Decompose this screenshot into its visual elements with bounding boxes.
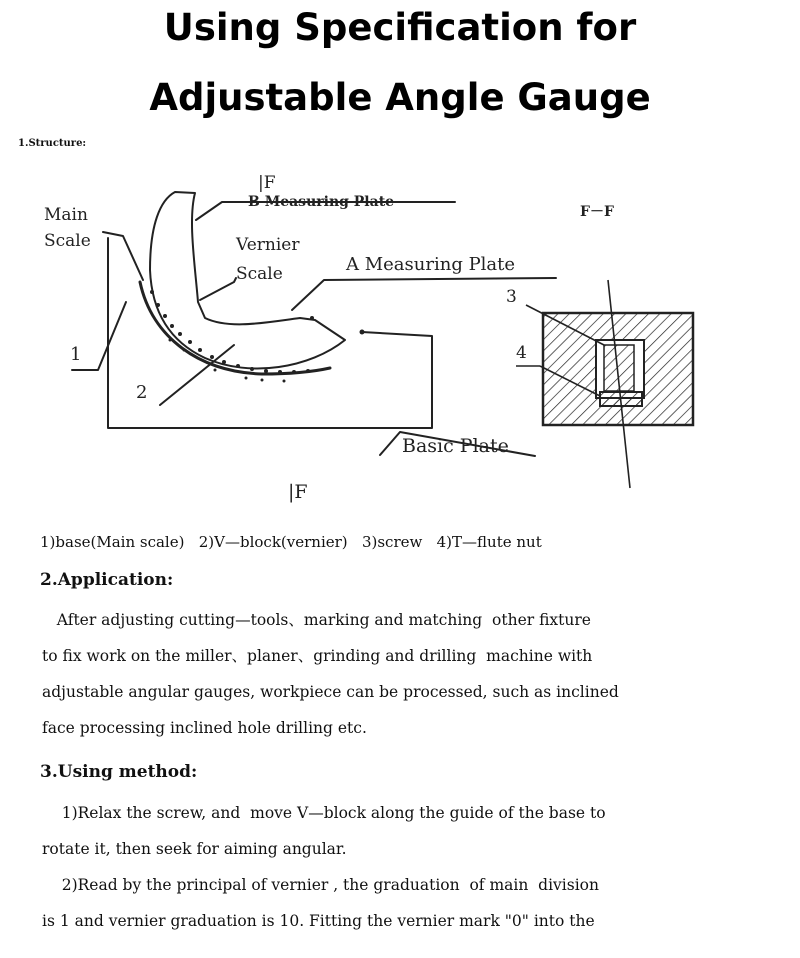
page-title-line-2: Adjustable Angle Gauge (149, 76, 651, 119)
basic-plate-label: Basic Plate (402, 435, 509, 457)
part-1-label: 1 (70, 344, 82, 365)
section-view-label: F－F (580, 204, 614, 220)
structure-diagram (0, 150, 800, 530)
a-plate-label: A Measuring Plate (346, 254, 516, 275)
using-method-heading: 3.Using method: (40, 762, 198, 782)
application-heading: 2.Application: (40, 570, 174, 590)
part-2-label: 2 (136, 382, 148, 403)
page-title-line-1: Using Specification for (163, 6, 637, 49)
section-view-ff (516, 280, 693, 488)
part-4-label: 4 (516, 343, 527, 363)
section-mark-top: |F (258, 173, 276, 193)
section-mark-bottom: |F (288, 481, 308, 503)
main-scale-label-2: Scale (44, 231, 91, 251)
part-3-label: 3 (506, 287, 517, 307)
method-step-1: 1)Relax the screw, and move V—block along the guide of the base to rotate it, then seek for aiming angular. (42, 804, 606, 858)
method-step-2: 2)Read by the principal of vernier , the graduation of main division is 1 and vernier graduation is 10. Fitting the vernier mark "0" into the (42, 876, 599, 930)
structure-heading: 1.Structure: (18, 138, 87, 149)
main-scale-label-1: Main (44, 205, 88, 225)
vernier-label-1: Vernier (236, 235, 300, 255)
parts-legend: 1)base(Main scale) 2)V—block(vernier) 3)screw 4)T—flute nut (40, 533, 542, 551)
application-paragraph: After adjusting cutting—tools、marking and matching other fixture to fix work on the miller、planer、grinding and drilling machine with adjustable angular gauges, workpiece can be processed, such as inclined face processing inclined hole drilling etc. (42, 611, 619, 737)
vernier-label-2: Scale (236, 264, 283, 284)
b-plate-label: B Measuring Plate (248, 194, 395, 210)
